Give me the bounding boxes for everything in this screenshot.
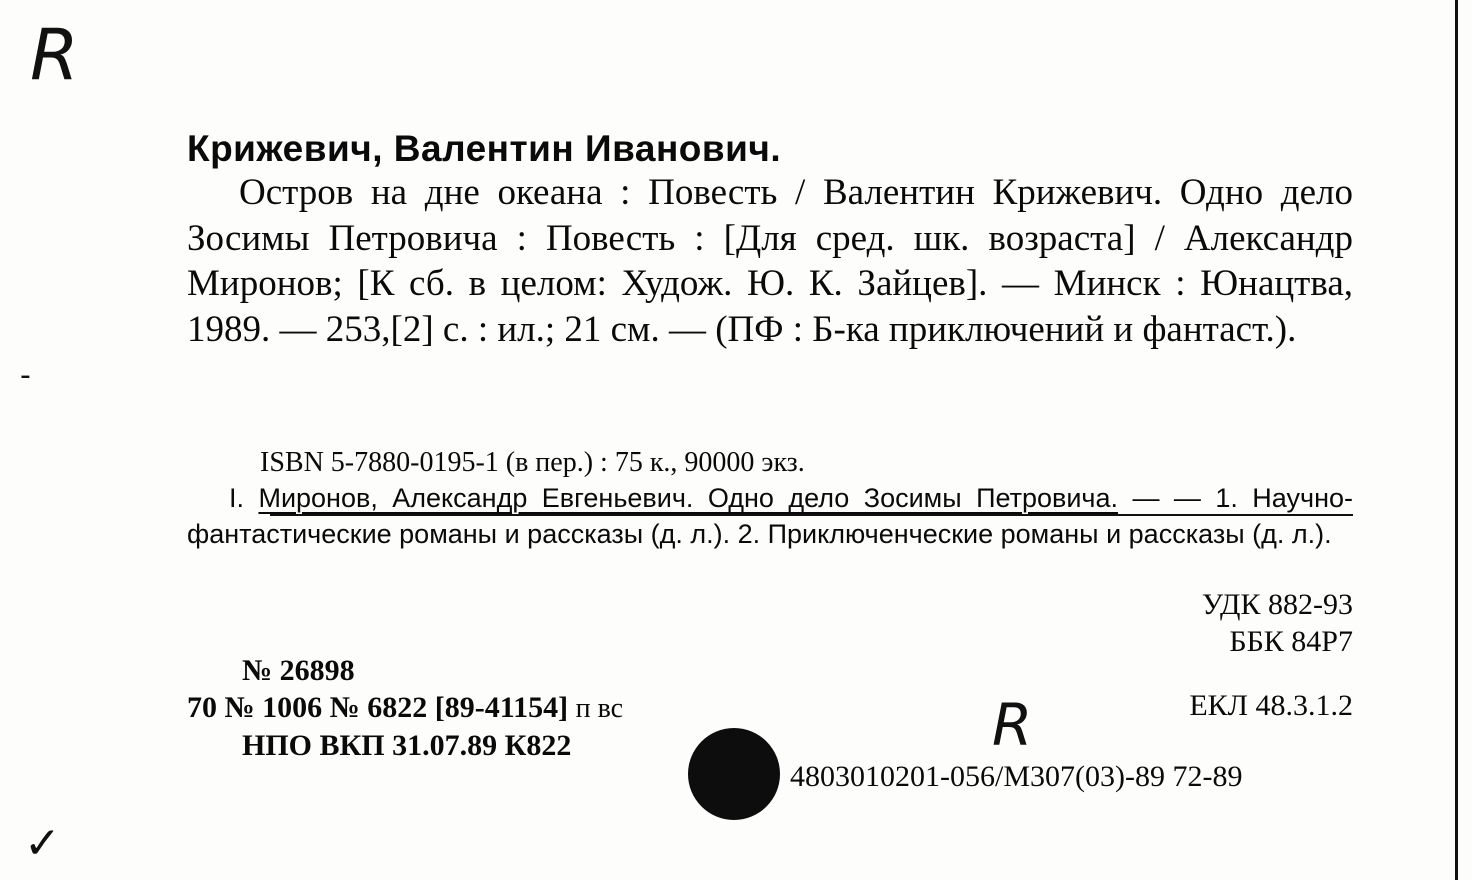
handwritten-r-mark: R xyxy=(30,14,79,96)
publisher-code: 4803010201-056/М307(03)-89 72-89 xyxy=(790,760,1243,793)
bibliographic-description: Остров на дне океана : Повесть / Валентин Крижевич. Одно дело Зосимы Петровича : Повесть : [Для сред. шк. возраста] / Александр Миронов; [К сб. в целом: Худож. Ю. К. Зайцев]. — Минск : Юнацтва, 1989. — 253,[2] с. : ил.; 21 см. — (ПФ : Б-ка приключений и фантаст.). xyxy=(187,172,1353,350)
order-numbers: 70 № 1006 № 6822 [89-41154] xyxy=(187,691,569,724)
subject-rest: — — 1. Научно-фантастические романы и рассказы (д. л.). 2. Приключенческие романы и рассказы (д. л.). xyxy=(187,483,1353,549)
underline-rule xyxy=(270,514,1353,516)
order-suffix: п вс xyxy=(575,693,624,724)
bbk-code: ББК 84Р7 xyxy=(1229,625,1353,658)
card-codes xyxy=(187,652,623,764)
card-edge xyxy=(1455,0,1458,880)
isbn-line: ISBN 5-7880-0195-1 (в пер.) : 75 к., 90000 экз. xyxy=(260,447,805,478)
ekl-code: ЕКЛ 48.3.1.2 xyxy=(1189,689,1353,722)
subject-headings xyxy=(187,480,1353,552)
classification-block xyxy=(1202,586,1353,660)
subject-prefix: I. xyxy=(229,483,259,513)
check-mark-icon: ✓ xyxy=(24,818,61,869)
author-heading: Крижевич, Валентин Иванович. xyxy=(187,128,782,169)
punch-hole xyxy=(688,728,780,820)
udk-code: УДК 882-93 xyxy=(1201,588,1353,621)
card-number: № 26898 xyxy=(242,654,355,687)
npo-line: НПО ВКП 31.07.89 К822 xyxy=(242,729,572,762)
order-line xyxy=(187,689,623,727)
margin-dash-mark: - xyxy=(20,358,31,393)
handwritten-r-mark-bottom: R xyxy=(992,691,1033,759)
added-entry-underlined: Миронов, Александр Евгеньевич. Одно дело Зосимы Петровича. xyxy=(258,483,1119,513)
